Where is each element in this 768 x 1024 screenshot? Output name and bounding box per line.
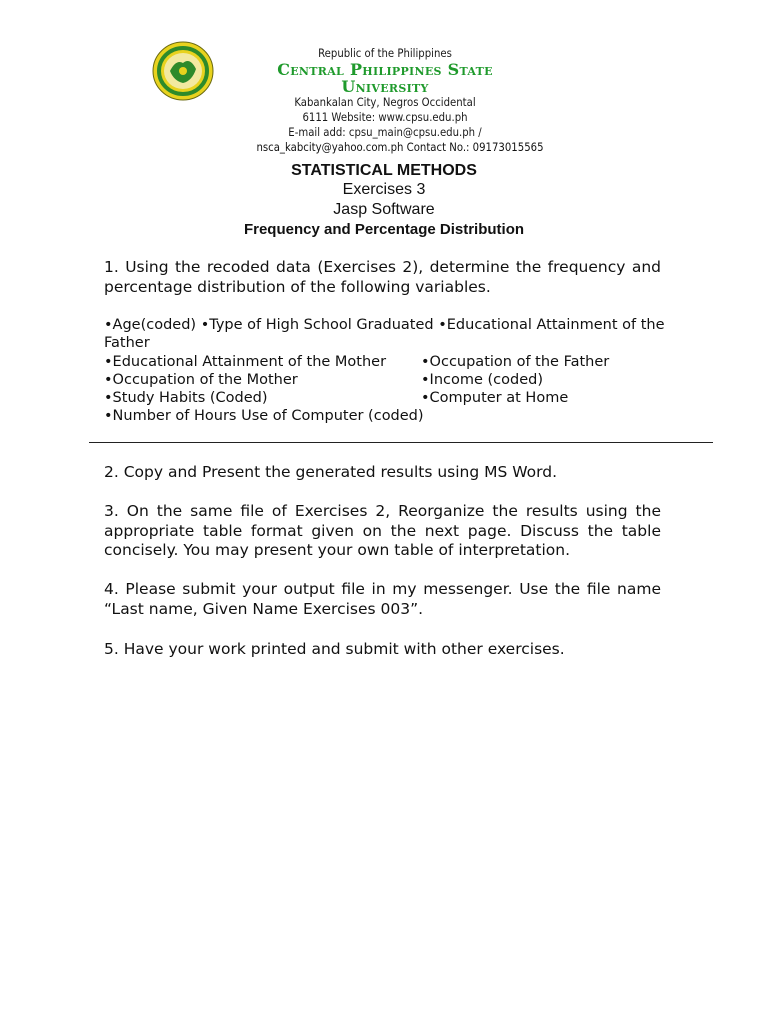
email-line: E-mail add: cpsu_main@cpsu.edu.ph / bbox=[288, 125, 482, 139]
exercise-title: Exercises 3 bbox=[342, 181, 426, 198]
variable-item: •Study Habits (Coded) bbox=[104, 390, 268, 407]
letterhead bbox=[230, 46, 540, 140]
item-4: 4. Please submit your output file in my messenger. Use the file name “Last name, Given Name Exercises 003”. bbox=[104, 580, 661, 618]
topic-title: Frequency and Percentage Distribution bbox=[243, 221, 525, 238]
contact-line: nsca_kabcity@yahoo.com.ph Contact No.: 09173015565 bbox=[256, 140, 544, 154]
variable-line-1: •Age(coded) •Type of High School Graduated •Educational Attainment of the Father bbox=[104, 317, 665, 352]
university-name-line1: Central Philippines State bbox=[277, 60, 493, 79]
item-1: 1. Using the recoded data (Exercises 2), determine the frequency and percentage distribution of the following variables. bbox=[104, 258, 661, 296]
course-title: STATISTICAL METHODS bbox=[291, 162, 477, 179]
variable-row bbox=[104, 353, 684, 371]
variable-list bbox=[104, 316, 684, 426]
item-5: 5. Have your work printed and submit with other exercises. bbox=[104, 640, 565, 658]
variable-row bbox=[104, 371, 684, 389]
variable-item: •Computer at Home bbox=[421, 390, 569, 407]
variable-item: •Number of Hours Use of Computer (coded) bbox=[104, 408, 424, 425]
variable-row bbox=[104, 389, 684, 407]
variable-item: •Occupation of the Mother bbox=[104, 371, 298, 388]
university-seal-icon bbox=[152, 41, 214, 101]
item-3: 3. On the same file of Exercises 2, Reorganize the results using the appropriate table format given on the next page. Discuss the table concisely. You may present your own table of interpretation. bbox=[104, 502, 661, 559]
variable-item: •Educational Attainment of the Mother bbox=[104, 353, 387, 370]
variable-item: •Occupation of the Father bbox=[421, 353, 610, 370]
horizontal-divider bbox=[89, 442, 713, 443]
variable-row bbox=[104, 407, 684, 425]
website-line: 6111 Website: www.cpsu.edu.ph bbox=[302, 110, 468, 124]
variable-item: •Income (coded) bbox=[421, 371, 544, 388]
title-block bbox=[184, 161, 584, 241]
university-name-line2: University bbox=[341, 77, 429, 96]
item-2: 2. Copy and Present the generated results using MS Word. bbox=[104, 463, 558, 481]
address-line: Kabankalan City, Negros Occidental bbox=[294, 95, 476, 109]
software-title: Jasp Software bbox=[333, 200, 435, 218]
republic-line: Republic of the Philippines bbox=[318, 46, 452, 60]
